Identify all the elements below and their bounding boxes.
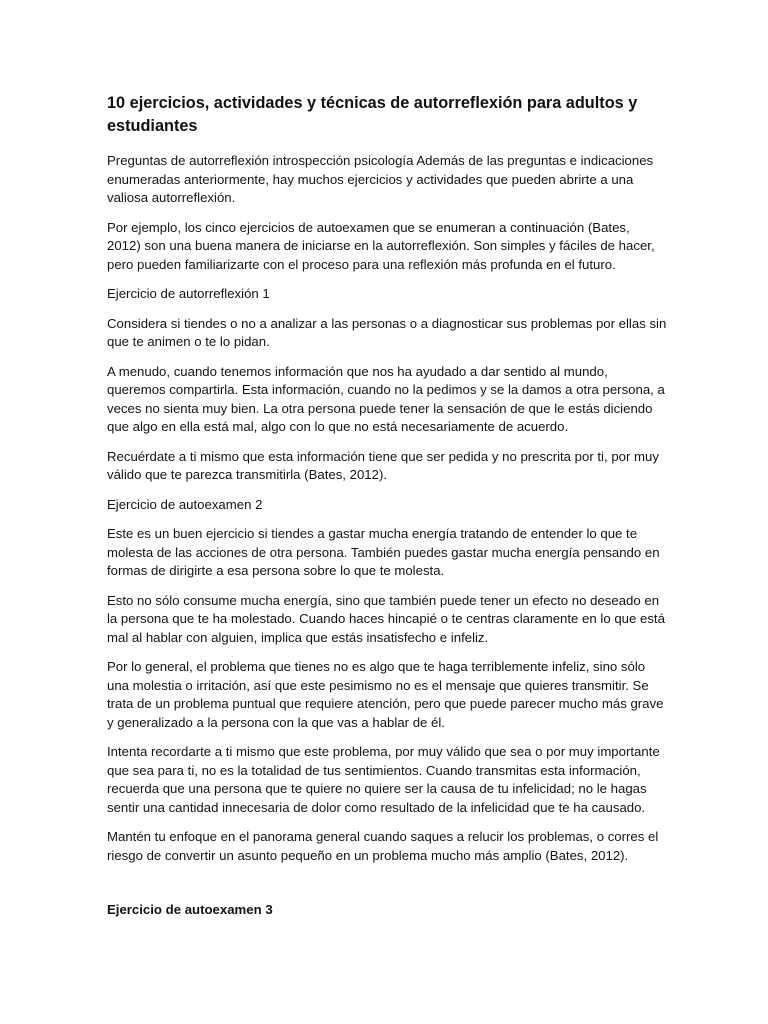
document-title: 10 ejercicios, actividades y técnicas de autorreflexión para adultos y estudiantes: [107, 94, 638, 135]
body-paragraph: A menudo, cuando tenemos información que nos ha ayudado a dar sentido al mundo, queremos compartirla. Esta información, cuando no la pedimos y se la damos a otra persona, a veces no sienta muy bien. La otra persona puede tener la sensación de que le estás diciendo que algo en ella está mal, algo con lo que no está necesariamente de acuerdo.: [107, 363, 665, 434]
body-paragraph: Mantén tu enfoque en el panorama general cuando saques a relucir los problemas, o corres el riesgo de convertir un asunto pequeño en un problema mucho más amplio (Bates, 2012).: [107, 829, 659, 863]
intro-paragraph: Por ejemplo, los cinco ejercicios de autoexamen que se enumeran a continuación (Bates, 2012) son una buena manera de iniciarse en la autorreflexión. Son simples y fáciles de hacer, pero pueden familiarizarte con el proceso para una reflexión más profunda en el futuro.: [107, 219, 655, 272]
section-heading: Ejercicio de autoexamen 2: [107, 496, 263, 512]
intro-paragraph: Preguntas de autorreflexión introspección psicología Además de las preguntas e indicaciones enumeradas anteriormente, hay muchos ejercicios y actividades que pueden abrirte a una valiosa autorreflexión.: [107, 153, 654, 205]
section-heading: Ejercicio de autoexamen 3: [107, 902, 273, 917]
body-paragraph: Este es un buen ejercicio si tiendes a gastar mucha energía tratando de entender lo que te molesta de las acciones de otra persona. También puedes gastar mucha energía pensando en formas de dirigirte a esa persona sobre lo que te molesta.: [107, 526, 660, 578]
body-paragraph: Considera si tiendes o no a analizar a las personas o a diagnosticar sus problemas por ellas sin que te animen o te lo pidan.: [107, 315, 667, 349]
body-paragraph: Esto no sólo consume mucha energía, sino que también puede tener un efecto no deseado en la persona que te ha molestado. Cuando haces hincapié o te centras claramente en lo que está mal al hablar con alguien, implica que estás insatisfecho e infeliz.: [107, 592, 665, 645]
section-heading: Ejercicio de autorreflexión 1: [107, 286, 270, 301]
body-paragraph: Por lo general, el problema que tienes no es algo que te haga terriblemente infeliz, sino sólo una molestia o irritación, así que este pesimismo no es el mensaje que quieres transmitir. Se trata de un problema puntual que requiere atención, pero que puede parecer mucho más grave y generalizado a la persona con la que vas a hablar de él.: [107, 659, 664, 730]
body-paragraph: Recuérdate a ti mismo que esta información tiene que ser pedida y no prescrita por ti, por muy válido que te parezca transmitirla (Bates, 2012).: [107, 448, 659, 482]
body-paragraph: Intenta recordarte a ti mismo que este problema, por muy válido que sea o por muy importante que sea para ti, no es la totalidad de tus sentimientos. Cuando transmitas esta información, recuerda que una persona que te quiere no quiere ser la causa de tu infelicidad; no le hagas sentir una cantidad innecesaria de dolor como resultado de la infelicidad que te ha causado.: [107, 744, 660, 815]
document-page: [107, 92, 667, 920]
